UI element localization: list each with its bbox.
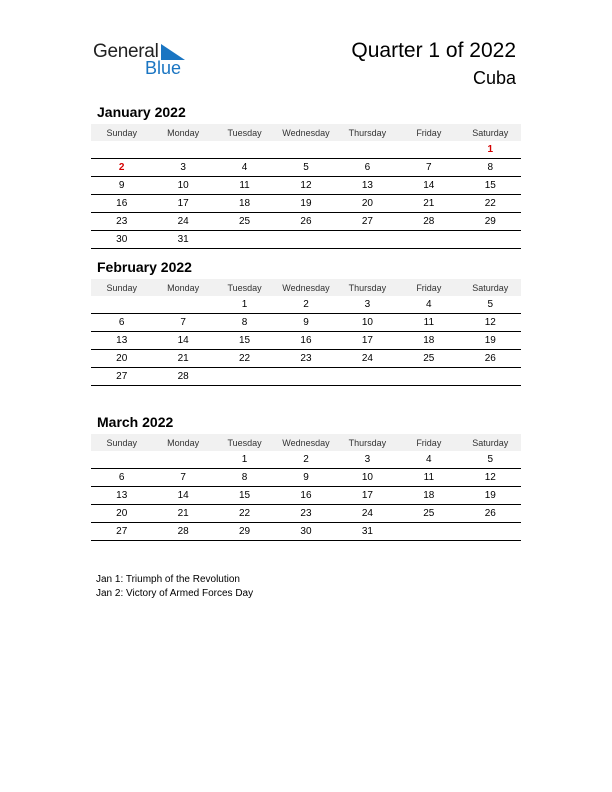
- day-cell: 5: [275, 159, 336, 177]
- page-title: Quarter 1 of 2022: [351, 39, 516, 62]
- month-february: [91, 258, 521, 386]
- day-cell: [214, 231, 275, 249]
- day-cell: 8: [214, 469, 275, 487]
- logo-text-general: General: [93, 41, 159, 62]
- week-row: [91, 231, 521, 249]
- day-cell: 24: [152, 213, 213, 231]
- weekday-header: Friday: [398, 279, 459, 296]
- day-cell: [398, 368, 459, 386]
- day-cell: [152, 141, 213, 159]
- week-row: [91, 523, 521, 541]
- holiday-note: Jan 1: Triumph of the Revolution: [96, 574, 240, 585]
- day-cell: 9: [275, 469, 336, 487]
- day-cell: 15: [214, 332, 275, 350]
- weekday-header: Friday: [398, 434, 459, 451]
- week-row: [91, 177, 521, 195]
- day-cell: 19: [460, 487, 521, 505]
- day-cell: 28: [152, 523, 213, 541]
- day-cell: 3: [152, 159, 213, 177]
- week-row: [91, 195, 521, 213]
- day-cell: 24: [337, 505, 398, 523]
- weekday-header: Thursday: [337, 279, 398, 296]
- weekday-header: Thursday: [337, 124, 398, 141]
- weekday-header: Saturday: [460, 124, 521, 141]
- day-cell: 5: [460, 296, 521, 314]
- weekday-header: Monday: [152, 124, 213, 141]
- day-cell: 21: [152, 505, 213, 523]
- day-cell: 8: [214, 314, 275, 332]
- day-cell: 13: [337, 177, 398, 195]
- day-cell: [337, 231, 398, 249]
- day-cell: 6: [337, 159, 398, 177]
- month-title: February 2022: [97, 259, 192, 275]
- day-cell: 5: [460, 451, 521, 469]
- day-cell: 12: [460, 469, 521, 487]
- week-row: [91, 159, 521, 177]
- day-cell: [91, 451, 152, 469]
- day-cell: 17: [152, 195, 213, 213]
- day-cell: 19: [460, 332, 521, 350]
- holiday-notes: [96, 573, 253, 601]
- weekday-header: Monday: [152, 434, 213, 451]
- week-row: [91, 141, 521, 159]
- day-cell: 29: [460, 213, 521, 231]
- week-row: [91, 213, 521, 231]
- month-title: January 2022: [97, 104, 186, 120]
- day-cell: 6: [91, 469, 152, 487]
- week-row: [91, 451, 521, 469]
- day-cell: 25: [214, 213, 275, 231]
- week-row: [91, 487, 521, 505]
- weekday-header: Saturday: [460, 434, 521, 451]
- day-cell: [398, 141, 459, 159]
- day-cell: 28: [152, 368, 213, 386]
- week-row: [91, 332, 521, 350]
- day-cell: 1: [214, 451, 275, 469]
- day-cell: 18: [398, 332, 459, 350]
- day-cell: 2: [275, 296, 336, 314]
- week-row: [91, 505, 521, 523]
- day-cell: 12: [275, 177, 336, 195]
- calendar-grid: [91, 434, 521, 541]
- day-cell: [337, 141, 398, 159]
- day-cell: 24: [337, 350, 398, 368]
- week-row: [91, 368, 521, 386]
- day-cell: 18: [398, 487, 459, 505]
- weekday-header: Sunday: [91, 279, 152, 296]
- day-cell: 20: [91, 350, 152, 368]
- day-cell: 7: [398, 159, 459, 177]
- day-cell: [460, 523, 521, 541]
- day-cell: 4: [398, 296, 459, 314]
- day-cell: [91, 296, 152, 314]
- day-cell: 7: [152, 314, 213, 332]
- weekday-header: Sunday: [91, 434, 152, 451]
- day-cell: 27: [91, 523, 152, 541]
- day-cell: 23: [275, 350, 336, 368]
- day-cell: 10: [152, 177, 213, 195]
- day-cell: 8: [460, 159, 521, 177]
- brand-logo: [93, 40, 193, 80]
- week-row: [91, 296, 521, 314]
- day-cell: 22: [214, 505, 275, 523]
- day-cell: 27: [337, 213, 398, 231]
- day-cell: 30: [91, 231, 152, 249]
- day-cell: 19: [275, 195, 336, 213]
- day-cell: 4: [214, 159, 275, 177]
- day-cell: 14: [398, 177, 459, 195]
- day-cell: 11: [398, 469, 459, 487]
- weekday-header: Saturday: [460, 279, 521, 296]
- day-cell: 23: [91, 213, 152, 231]
- month-title: March 2022: [97, 414, 174, 430]
- day-cell: 16: [91, 195, 152, 213]
- day-cell: 10: [337, 469, 398, 487]
- day-cell: 3: [337, 296, 398, 314]
- day-cell: 7: [152, 469, 213, 487]
- weekday-header: Tuesday: [214, 124, 275, 141]
- day-cell: 18: [214, 195, 275, 213]
- day-cell: 31: [337, 523, 398, 541]
- holiday-note: Jan 2: Victory of Armed Forces Day: [96, 588, 254, 599]
- day-cell: 26: [460, 505, 521, 523]
- day-cell: [214, 141, 275, 159]
- day-cell: 1: [214, 296, 275, 314]
- week-row: [91, 314, 521, 332]
- day-cell: 22: [214, 350, 275, 368]
- day-cell: 20: [337, 195, 398, 213]
- day-cell: [275, 231, 336, 249]
- weekday-header: Wednesday: [275, 279, 336, 296]
- day-cell: 23: [275, 505, 336, 523]
- day-cell: 12: [460, 314, 521, 332]
- day-cell: 28: [398, 213, 459, 231]
- day-cell: 14: [152, 332, 213, 350]
- day-cell: 16: [275, 332, 336, 350]
- day-cell: 26: [275, 213, 336, 231]
- day-cell: 21: [152, 350, 213, 368]
- day-cell: [460, 231, 521, 249]
- day-cell: [275, 368, 336, 386]
- day-cell: 10: [337, 314, 398, 332]
- weekday-header: Thursday: [337, 434, 398, 451]
- day-cell: 9: [275, 314, 336, 332]
- day-cell: 25: [398, 350, 459, 368]
- day-cell: 27: [91, 368, 152, 386]
- day-cell: 3: [337, 451, 398, 469]
- day-cell: 21: [398, 195, 459, 213]
- day-cell: [398, 231, 459, 249]
- week-row: [91, 469, 521, 487]
- day-cell: 6: [91, 314, 152, 332]
- day-cell: 11: [398, 314, 459, 332]
- day-cell: 15: [460, 177, 521, 195]
- weekday-header: Wednesday: [275, 434, 336, 451]
- month-march: [91, 413, 521, 541]
- weekday-header: Tuesday: [214, 279, 275, 296]
- country-name: Cuba: [472, 68, 516, 88]
- weekday-header: Sunday: [91, 124, 152, 141]
- day-cell: 17: [337, 487, 398, 505]
- day-cell: [91, 141, 152, 159]
- day-cell: 17: [337, 332, 398, 350]
- week-row: [91, 350, 521, 368]
- weekday-header: Monday: [152, 279, 213, 296]
- day-cell: 30: [275, 523, 336, 541]
- day-cell: 13: [91, 487, 152, 505]
- day-cell: 25: [398, 505, 459, 523]
- day-cell: 20: [91, 505, 152, 523]
- day-cell: 1: [460, 141, 521, 159]
- day-cell: [398, 523, 459, 541]
- calendar-grid: [91, 279, 521, 386]
- day-cell: 9: [91, 177, 152, 195]
- day-cell: [152, 296, 213, 314]
- day-cell: [275, 141, 336, 159]
- day-cell: 16: [275, 487, 336, 505]
- day-cell: 4: [398, 451, 459, 469]
- day-cell: 11: [214, 177, 275, 195]
- weekday-header: Tuesday: [214, 434, 275, 451]
- day-cell: [337, 368, 398, 386]
- day-cell: 31: [152, 231, 213, 249]
- day-cell: 22: [460, 195, 521, 213]
- weekday-header: Friday: [398, 124, 459, 141]
- logo-text-blue: Blue: [145, 58, 182, 78]
- day-cell: 26: [460, 350, 521, 368]
- day-cell: [214, 368, 275, 386]
- day-cell: 2: [275, 451, 336, 469]
- day-cell: [460, 368, 521, 386]
- day-cell: 29: [214, 523, 275, 541]
- day-cell: 15: [214, 487, 275, 505]
- weekday-header: Wednesday: [275, 124, 336, 141]
- day-cell: [152, 451, 213, 469]
- day-cell: 13: [91, 332, 152, 350]
- calendar-grid: [91, 124, 521, 249]
- day-cell: 2: [91, 159, 152, 177]
- day-cell: 14: [152, 487, 213, 505]
- month-january: [91, 103, 521, 249]
